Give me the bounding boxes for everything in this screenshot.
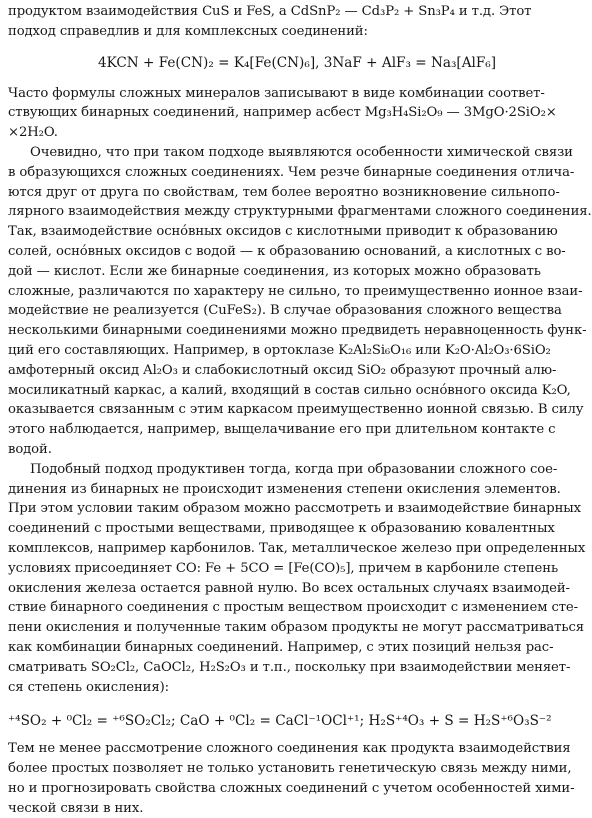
text-line: мосиликатный каркас, а калий, входящий в состав сильно оснóвного оксида K₂O, bbox=[8, 382, 571, 398]
text-line: модействие не реализуется (CuFeS₂). В случае образования сложного вещества bbox=[8, 303, 562, 319]
text-line: динения из бинарных не происходит изменения степени окисления элементов. bbox=[8, 481, 561, 497]
text-line: как комбинации бинарных соединений. Например, с этих позиций нельзя рас- bbox=[8, 639, 554, 655]
text-line: оказывается связанным с этим каркасом преимущественно ионной связью. В силу bbox=[8, 402, 584, 418]
text-line: Часто формулы сложных минералов записывают в виде комбинации соответ- bbox=[8, 85, 545, 101]
text-line: амфотерный оксид Al₂O₃ и слабокислотный оксид SiO₂ образуют прочный алю- bbox=[8, 362, 557, 378]
text-line: но и прогнозировать свойства сложных соединений с учетом особенностей хими- bbox=[8, 780, 575, 796]
equation-oxidation-states: ⁺⁴SO₂ + ⁰Cl₂ = ⁺⁶SO₂Cl₂; CaO + ⁰Cl₂ = CaCl⁻¹OCl⁺¹; H₂S⁺⁴O₃ + S = H₂S⁺⁶O₃S⁻² bbox=[8, 713, 552, 730]
text-line: ческой связи в них. bbox=[8, 800, 144, 816]
text-line: продуктом взаимодействия CuS и FeS, а CdSnP₂ — Cd₃P₂ + Sn₃P₄ и т.д. Этот bbox=[8, 4, 532, 19]
text-line: ций его составляющих. Например, в ортоклазе K₂Al₂Si₆O₁₆ или K₂O·Al₂O₃·6SiO₂ bbox=[8, 342, 551, 358]
text-line: несколькими бинарными соединениями можно предвидеть неравноценность функ- bbox=[8, 323, 587, 339]
text-line: ствие бинарного соединения с простым веществом происходит с изменением сте- bbox=[8, 600, 578, 616]
text-line: ся степень окисления): bbox=[8, 679, 169, 695]
text-line: ствующих бинарных соединений, например асбест Mg₃H₄Si₂O₉ — 3MgO·2SiO₂× bbox=[8, 105, 557, 121]
text-line: в образующихся сложных соединениях. Чем резче бинарные соединения отлича- bbox=[8, 164, 575, 180]
text-line: сматривать SO₂Cl₂, CaOCl₂, H₂S₂O₃ и т.п., поскольку при взаимодействии меняет- bbox=[8, 659, 571, 675]
text-line: ×2H₂O. bbox=[8, 125, 58, 141]
text-line: пени окисления и полученные таким образом продукты не могут рассматриваться bbox=[8, 620, 584, 636]
text-line: Подобный подход продуктивен тогда, когда при образовании сложного сое- bbox=[30, 461, 558, 477]
text-line: Тем не менее рассмотрение сложного соединения как продукта взаимодействия bbox=[8, 741, 571, 757]
text-line: лярного взаимодействия между структурными фрагментами сложного соединения. bbox=[8, 204, 592, 220]
text-line: условиях присоединяет CO: Fe + 5CO = [Fe(CO)₅], причем в карбониле степень bbox=[8, 560, 559, 576]
equation-complexes: 4KCN + Fe(CN)₂ = K₄[Fe(CN)₆], 3NaF + AlF₃ = Na₃[AlF₆] bbox=[97, 54, 497, 71]
text-line: более простых позволяет не только установить генетическую связь между ними, bbox=[8, 761, 572, 777]
text-line: подход справедлив и для комплексных соединений: bbox=[8, 23, 368, 39]
text-line: сложные, различаются по характеру не сильно, то преимущественно ионное взаи- bbox=[8, 283, 583, 299]
text-line: дой — кислот. Если же бинарные соединения, из которых можно образовать bbox=[8, 263, 541, 279]
text-line: окисления железа остается равной нулю. Во всех остальных случаях взаимодей- bbox=[8, 580, 570, 596]
text-line: водой. bbox=[8, 441, 52, 457]
text-line: солей, оснóвных оксидов с водой — к образованию оснований, а кислотных с во- bbox=[8, 243, 566, 259]
text-line: Очевидно, что при таком подходе выявляются особенности химической связи bbox=[30, 144, 573, 160]
text-line: При этом условии таким образом можно рассмотреть и взаимодействие бинарных bbox=[8, 501, 581, 517]
text-line: комплексов, например карбонилов. Так, металлическое железо при определенных bbox=[8, 540, 586, 556]
text-line: Так, взаимодействие оснóвных оксидов с кислотными приводит к образованию bbox=[8, 224, 558, 240]
text-line: ются друг от друга по свойствам, тем более вероятно возникновение сильнопо- bbox=[8, 184, 560, 200]
text-line: соединений с простыми веществами, приводящее к образованию ковалентных bbox=[8, 521, 555, 537]
text-line: этого наблюдается, например, выщелачивание его при длительном контакте с bbox=[8, 422, 556, 438]
